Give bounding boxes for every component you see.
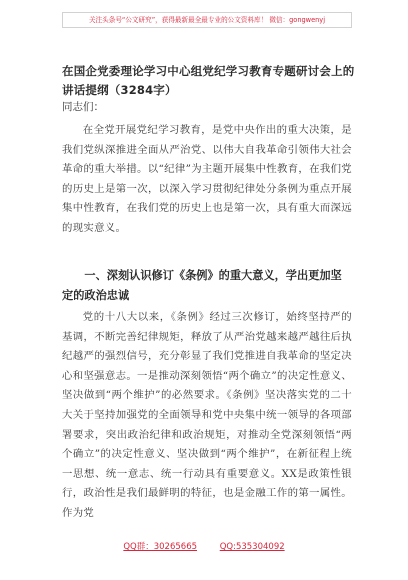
qq-group-link[interactable]: QQ群：30265665 [123, 542, 198, 552]
contact-footer [0, 540, 408, 554]
body-paragraph-intro: 在全党开展党纪学习教育，是党中央作出的重大决策，是我们党纵深推进全面从严治党、以伟大自我革命引领伟大社会革命的重大举措。以“纪律”为主题开展集中性教育，在我们党的历史上是第一次，以深入学习贯彻纪律处分条例为重点开展集中性教育，在我们党的历史上也是第一次，具有重大而深远的现实意义。 [62, 124, 352, 234]
document-title: 在国企党委理论学习中心组党纪学习教育专题研讨会上的讲话提纲（3284字） [62, 64, 355, 97]
qq-contact-link[interactable]: QQ:535304092 [219, 542, 285, 552]
promo-banner: 关注头条号“公文研究”，获得最新最全最专业的公文资料库！ 微信：gongwenyj [62, 12, 352, 28]
salutation: 同志们： [62, 101, 104, 113]
body-paragraph-section-1: 党的十八大以来，《条例》经过三次修订，始终坚持严的基调，不断完善纪律规矩，释放了从严治党越来越严越往后执纪越严的强烈信号，充分彰显了我们党推进自我革命的坚定决心和坚强意志。一是推动深刻领悟“两个确立”的决定性意义、坚决做到“两个维护”的必然要求。《条例》坚决落实党的二十大关于坚持加强党的全面领导和党中央集中统一领导的各项部署要求，突出政治纪律和政治规矩，对推动全党深刻领悟“两个确立”的决定性意义、坚决做到“两个维护”，在新征程上统一思想、统一意志、统一行动具有重要意义。XX是政策性银行，政治性是我们最鲜明的特征，也是金融工作的第一属性。作为党 [62, 311, 352, 519]
section-heading-1: 一、深刻认识修订《条例》的重大意义，学出更加坚定的政治忠诚 [62, 269, 342, 302]
